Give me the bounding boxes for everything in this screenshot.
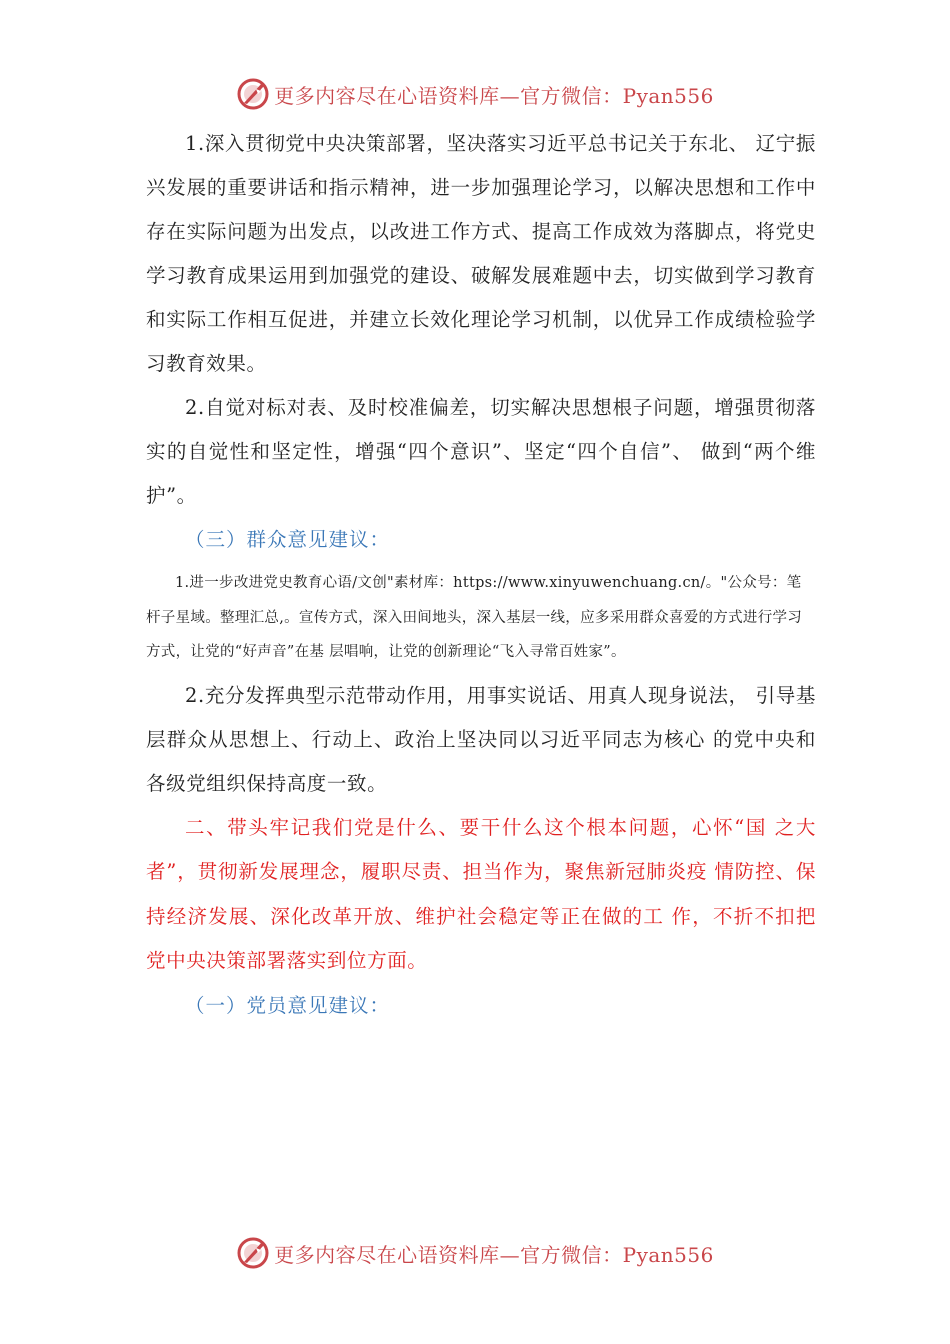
paragraph-masses-2: 2.充分发挥典型示范带动作用，用事实说话、用真人现身说法， 引导基层群众从思想上、行动上、政治上坚决同以习近平同志为核心 的党中央和各级党组织保持高度一致。	[146, 683, 816, 795]
paragraph-item-1: 1.深入贯彻党中央决策部署，坚决落实习近平总书记关于东北、 辽宁振兴发展的重要讲话和指示精神，进一步加强理论学习，以解决思想和工作中存在实际问题为出发点，以改进工作方式、提高工作成效为落脚点，将党史学习教育成果运用到加强党的建设、破解发展难题中去，切实做到学习教育和实际工作相互促进，并建立长效化理论学习机制，以优异工作成绩检验学习教育效果。	[146, 132, 816, 375]
document-body	[146, 122, 816, 1028]
section-heading-members: （一）党员意见建议：	[185, 993, 391, 1017]
paragraph-masses-1: 1.进一步改进党史教育心语/文创"素材库：https://www.xinyuwenchuang.cn/。"公众号：笔杆子星域。整理汇总,。宣传方式，深入田间地头，深入基层一线，应多采用群众喜爱的方式进行学习方式，让党的“好声音”在基 层唱响，让党的创新理论“飞入寻常百姓家”。	[146, 575, 803, 660]
section-title-two: 二、带头牢记我们党是什么、要干什么这个根本问题，心怀“国 之大者”，贯彻新发展理念，履职尽责、担当作为，聚焦新冠肺炎疫 情防控、保持经济发展、深化改革开放、维护社会稳定等正在做的工 作，不折不扣把党中央决策部署落实到位方面。	[146, 815, 816, 972]
watermark-banner-bottom	[0, 1233, 950, 1273]
paragraph-item-2: 2.自觉对标对表、及时校准偏差，切实解决思想根子问题，增强贯彻落实的自觉性和坚定性，增强“四个意识”、坚定“四个自信”、 做到“两个维护”。	[146, 396, 816, 507]
watermark-text: 更多内容尽在心语资料库—官方微信：Pyan556	[274, 1242, 714, 1267]
watermark-banner-top	[0, 74, 950, 114]
watermark-text: 更多内容尽在心语资料库—官方微信：Pyan556	[274, 83, 714, 108]
section-heading-masses: （三）群众意见建议：	[185, 528, 391, 551]
quill-seal-logo-icon	[236, 77, 270, 111]
quill-seal-logo-icon	[236, 1236, 270, 1270]
